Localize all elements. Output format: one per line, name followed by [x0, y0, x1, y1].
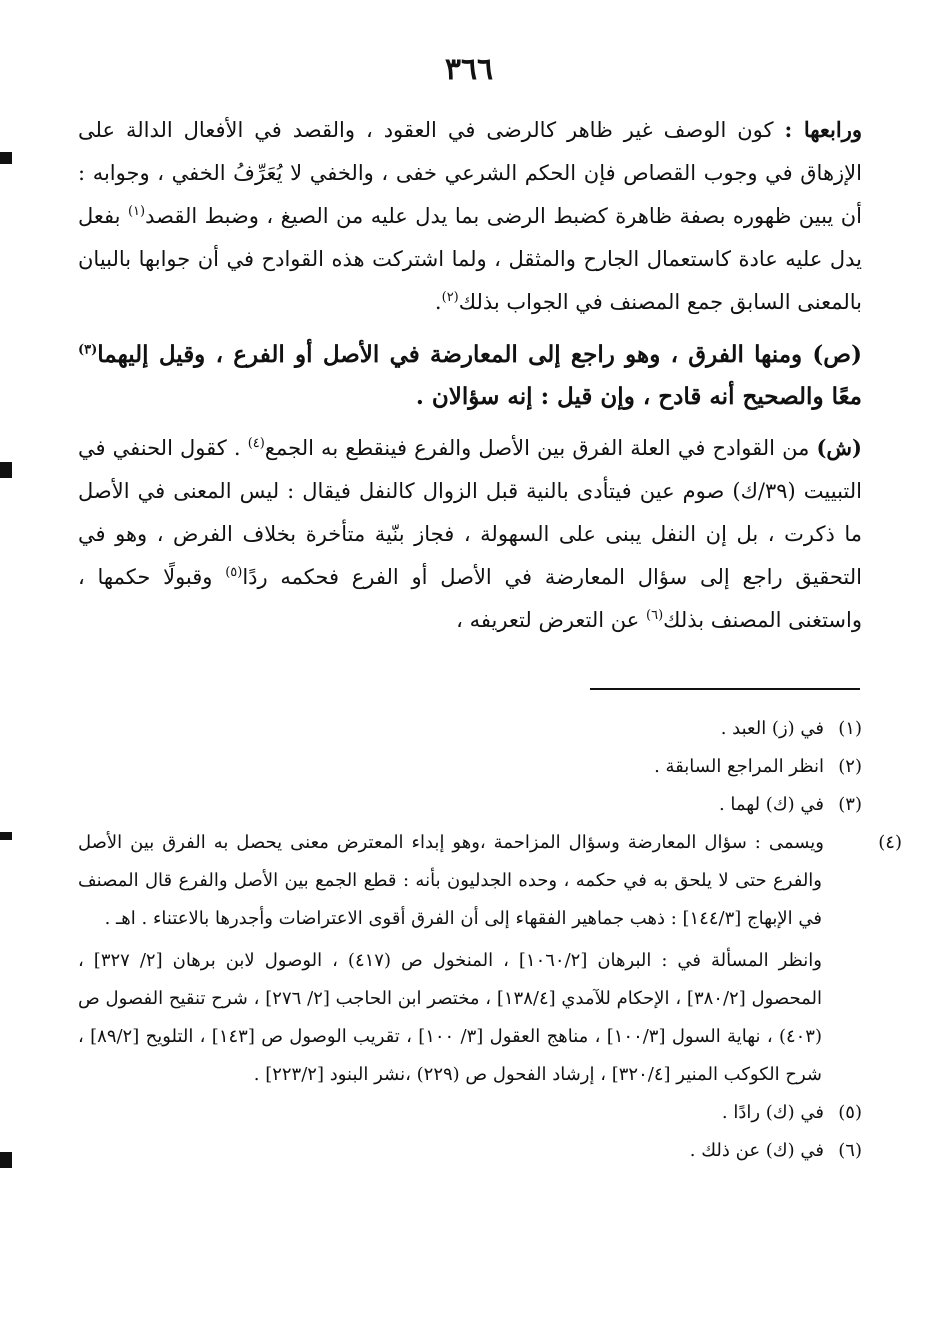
footnote-ref[interactable]: (١)	[127, 204, 146, 219]
footnote-text: في (ز) العبد .	[720, 718, 824, 739]
footnote-divider	[590, 688, 860, 690]
paragraph-text: عن التعرض لتعريفه ،	[456, 608, 646, 632]
paragraph-fourth-objection	[78, 108, 862, 324]
page-number: ٣٦٦	[444, 52, 494, 87]
scan-edge-mark	[0, 832, 12, 840]
paragraph-text: كون الوصف غير ظاهر كالرضى في العقود ، والقصد في الأفعال الدالة على الإزهاق في وجوب القصاص فإن الحكم الشرعي خفى ، والخفي لا يُعَرِّفُ الخفي ، وجوابه : أن يبين ظهوره بصفة ظاهرة كضبط الرضى بما يدل عليه من الصيغ ، وضبط القصد	[78, 118, 862, 228]
footnote-2	[78, 748, 862, 786]
paragraph-lead: (ش)	[816, 435, 862, 460]
scan-edge-mark	[0, 462, 12, 478]
footnote-6	[78, 1132, 862, 1170]
footnote-text: في (ك) لهما .	[718, 794, 824, 815]
paragraph-text: وقبولًا حكمها ، واستغنى المصنف بذلك	[78, 565, 862, 632]
main-text	[78, 108, 862, 642]
footnote-number: (٣)	[838, 794, 862, 815]
scan-edge-mark	[0, 152, 12, 164]
footnote-number: (٥)	[838, 1102, 862, 1123]
footnote-4	[78, 824, 902, 938]
footnote-ref[interactable]: (٥)	[225, 565, 243, 580]
footnote-text: ويسمى : سؤال المعارضة وسؤال المزاحمة ،وهو إبداء المعترض معنى يحصل به الفرق بين الأصل والفرع حتى لا يلحق به في حكمه ، وحده الجدليون بأنه : قطع الجمع بين الأصل والفرع قال المصنف في الإبهاج [١٤٤/٣] : ذهب جماهير الفقهاء إلى أن الفرق أقوى الاعتراضات وأجدرها بالاعتناء . اهـ .	[78, 832, 824, 929]
footnote-number: (١)	[838, 718, 862, 739]
footnote-ref[interactable]: (٤)	[247, 436, 265, 451]
footnote-ref[interactable]: (٢)	[441, 290, 459, 305]
paragraph-text: .	[434, 290, 442, 314]
matn-text: (ص) ومنها الفرق ، وهو راجع إلى المعارضة في الأصل أو الفرع ، وقيل إليهما	[97, 341, 862, 368]
paragraph-text: من القوادح في العلة الفرق بين الأصل والفرع فينقطع به الجمع	[264, 436, 817, 460]
footnote-text: في (ك) رادًا .	[721, 1102, 824, 1123]
scan-edge-mark	[0, 1152, 12, 1168]
paragraph-text: بفعل يدل عليه عادة كاستعمال الجارح والمثقل ، ولما اشتركت هذه القوادح في أن جوابها بالبيان بالمعنى السابق جمع المصنف في الجواب بذلك	[78, 204, 862, 314]
matn-paragraph	[78, 334, 862, 418]
paragraph-lead: ورابعها :	[784, 117, 863, 142]
footnote-text: انظر المراجع السابقة .	[654, 756, 824, 777]
footnote-text: في (ك) عن ذلك .	[689, 1140, 824, 1161]
sharh-paragraph	[78, 426, 862, 642]
footnote-number: (٦)	[838, 1140, 862, 1161]
footnote-ref[interactable]: (٦)	[646, 608, 664, 623]
matn-text: معًا والصحيح أنه قادح ، وإن قيل : إنه سؤالان .	[415, 383, 862, 410]
footnote-number: (٢)	[838, 756, 862, 777]
footnote-ref[interactable]: (٣)	[78, 342, 98, 358]
footnote-3	[78, 786, 862, 824]
paragraph-text: . كقول الحنفي في التبييت (٣٩/ك) صوم عين فيتأدى بالنية قبل الزوال كالنفل فيقال : ليس المعنى في الأصل ما ذكرت ، بل إن النفل يبنى على السهولة ، فجاز بنّية متأخرة بخلاف الفرض ، وهو في التحقيق راجع إلى سؤال المعارضة في الأصل أو الفرع فحكمه ردًا	[78, 436, 862, 589]
footnotes	[78, 710, 902, 1170]
footnote-4-references: وانظر المسألة في : البرهان [١٠٦٠/٢] ، المنخول ص (٤١٧) ، الوصول لابن برهان [٢/ ٣٢٧] ، المحصول [٣٨٠/٢] ، الإحكام للآمدي [١٣٨/٤] ، مختصر ابن الحاجب [٢/ ٢٧٦] ، شرح تنقيح الفصول ص (٤٠٣) ، نهاية السول [١٠٠/٣] ، مناهج العقول [٣/ ١٠٠] ، تقريب الوصول ص [١٤٣] ، التلويح [٨٩/٢] ، شرح الكوكب المنير [٣٢٠/٤] ، إرشاد الفحول ص (٢٢٩) ،نشر البنود [٢٢٣/٢] .	[78, 950, 823, 1085]
footnote-number: (٤)	[878, 832, 902, 853]
footnote-1	[78, 710, 862, 748]
footnote-5	[78, 1094, 862, 1132]
